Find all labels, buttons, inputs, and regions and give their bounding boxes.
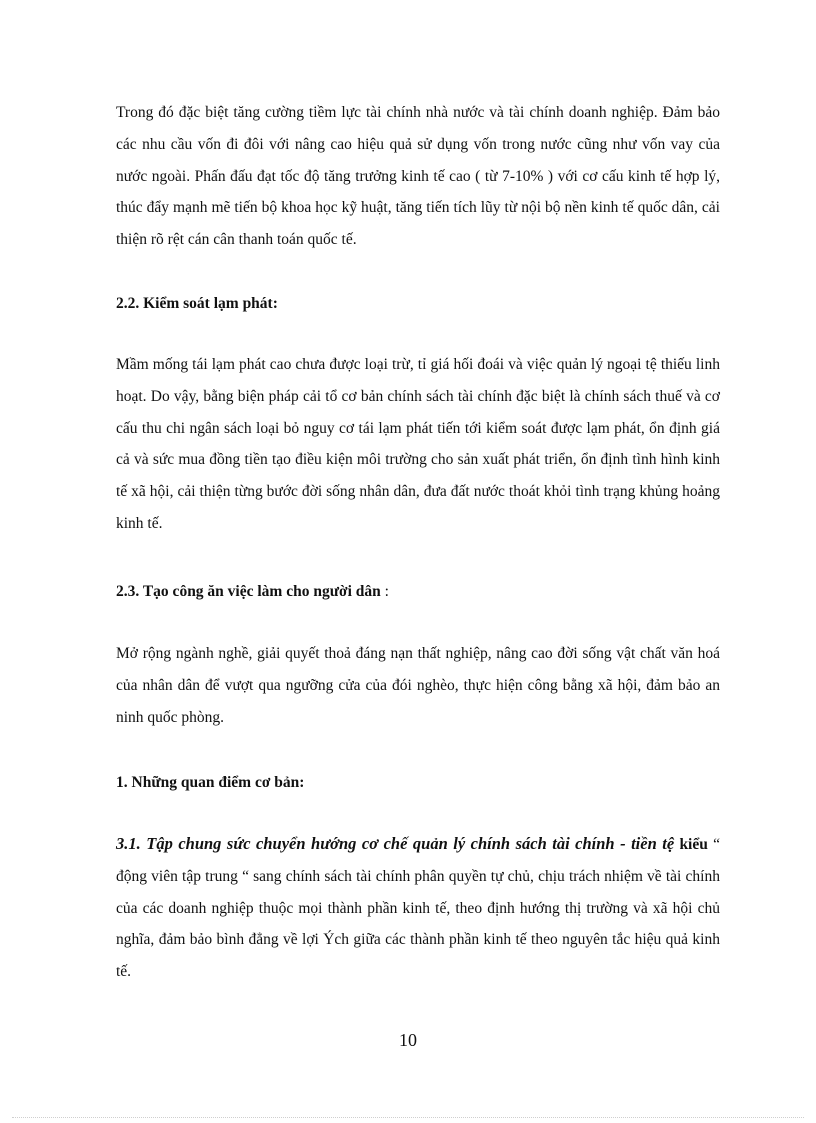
section-3-1-paragraph <box>116 828 720 988</box>
heading-job-creation <box>116 580 720 604</box>
jobs-paragraph: Mở rộng ngành nghề, giải quyết thoả đáng nạn thất nghiệp, nâng cao đời sống vật chất văn hoá của nhân dân để vượt qua ngưỡng cửa của đói nghèo, thực hiện công bằng xã hội, đảm bảo an ninh quốc phòng. <box>116 645 720 726</box>
section-3-1-title: 3.1. Tập chung sức chuyển hướng cơ chế quản lý chính sách tài chính - tiền tệ <box>116 834 675 853</box>
inflation-paragraph: Mầm mống tái lạm phát cao chưa được loại trừ, tỉ giá hối đoái và việc quản lý ngoại tệ thiếu linh hoạt. Do vậy, bằng biện pháp cải tổ cơ bản chính sách tài chính đặc biệt là chính sách thuế và cơ cấu thu chi ngân sách loại bỏ nguy cơ tái lạm phát tiến tới kiểm soát được lạm phát, ổn định giá cả và sức mua đồng tiền tạo điều kiện môi trường cho sản xuất phát triển, ổn định tình hình kinh tế xã hội, cải thiện từng bước đời sống nhân dân, đưa đất nước thoát khỏi tình trạng khủng hoảng kinh tế. <box>116 356 720 532</box>
heading-job-creation-colon: : <box>380 583 389 600</box>
page-number: 10 <box>399 1030 417 1050</box>
page-bottom-divider <box>12 1117 804 1118</box>
intro-paragraph: Trong đó đặc biệt tăng cường tiềm lực tài chính nhà nước và tài chính doanh nghiệp. Đảm bảo các nhu cầu vốn đi đôi với nâng cao hiệu quả sử dụng vốn trong nước cũng như vốn vay của nước ngoài. Phấn đấu đạt tốc độ tăng trưởng kinh tế cao ( từ 7-10% ) với cơ cấu kinh tế hợp lý, thúc đẩy mạnh mẽ tiến bộ khoa học kỹ huật, tăng tiến tích lũy từ nội bộ nền kinh tế quốc dân, cải thiện rõ rệt cán cân thanh toán quốc tế. <box>116 104 720 249</box>
heading-job-creation-text: 2.3. Tạo công ăn việc làm cho người dân <box>116 583 381 600</box>
heading-basic-views: 1. Những quan điểm cơ bản: <box>116 774 305 791</box>
section-3-1-kieu: kiểu <box>679 836 708 853</box>
section-3-1-body: “ động viên tập trung “ sang chính sách tài chính phân quyền tự chủ, chịu trách nhiệm về tài chính của các doanh nghiệp thuộc mọi thành phần kinh tế, theo định hướng thị trường và xã hội chủ nghĩa, đảm bảo bình đẳng về lợi Ých giữa các thành phần kinh tế theo nguyên tắc hiệu quả kinh tế. <box>116 836 721 981</box>
heading-inflation-control: 2.2. Kiểm soát lạm phát: <box>116 295 278 312</box>
